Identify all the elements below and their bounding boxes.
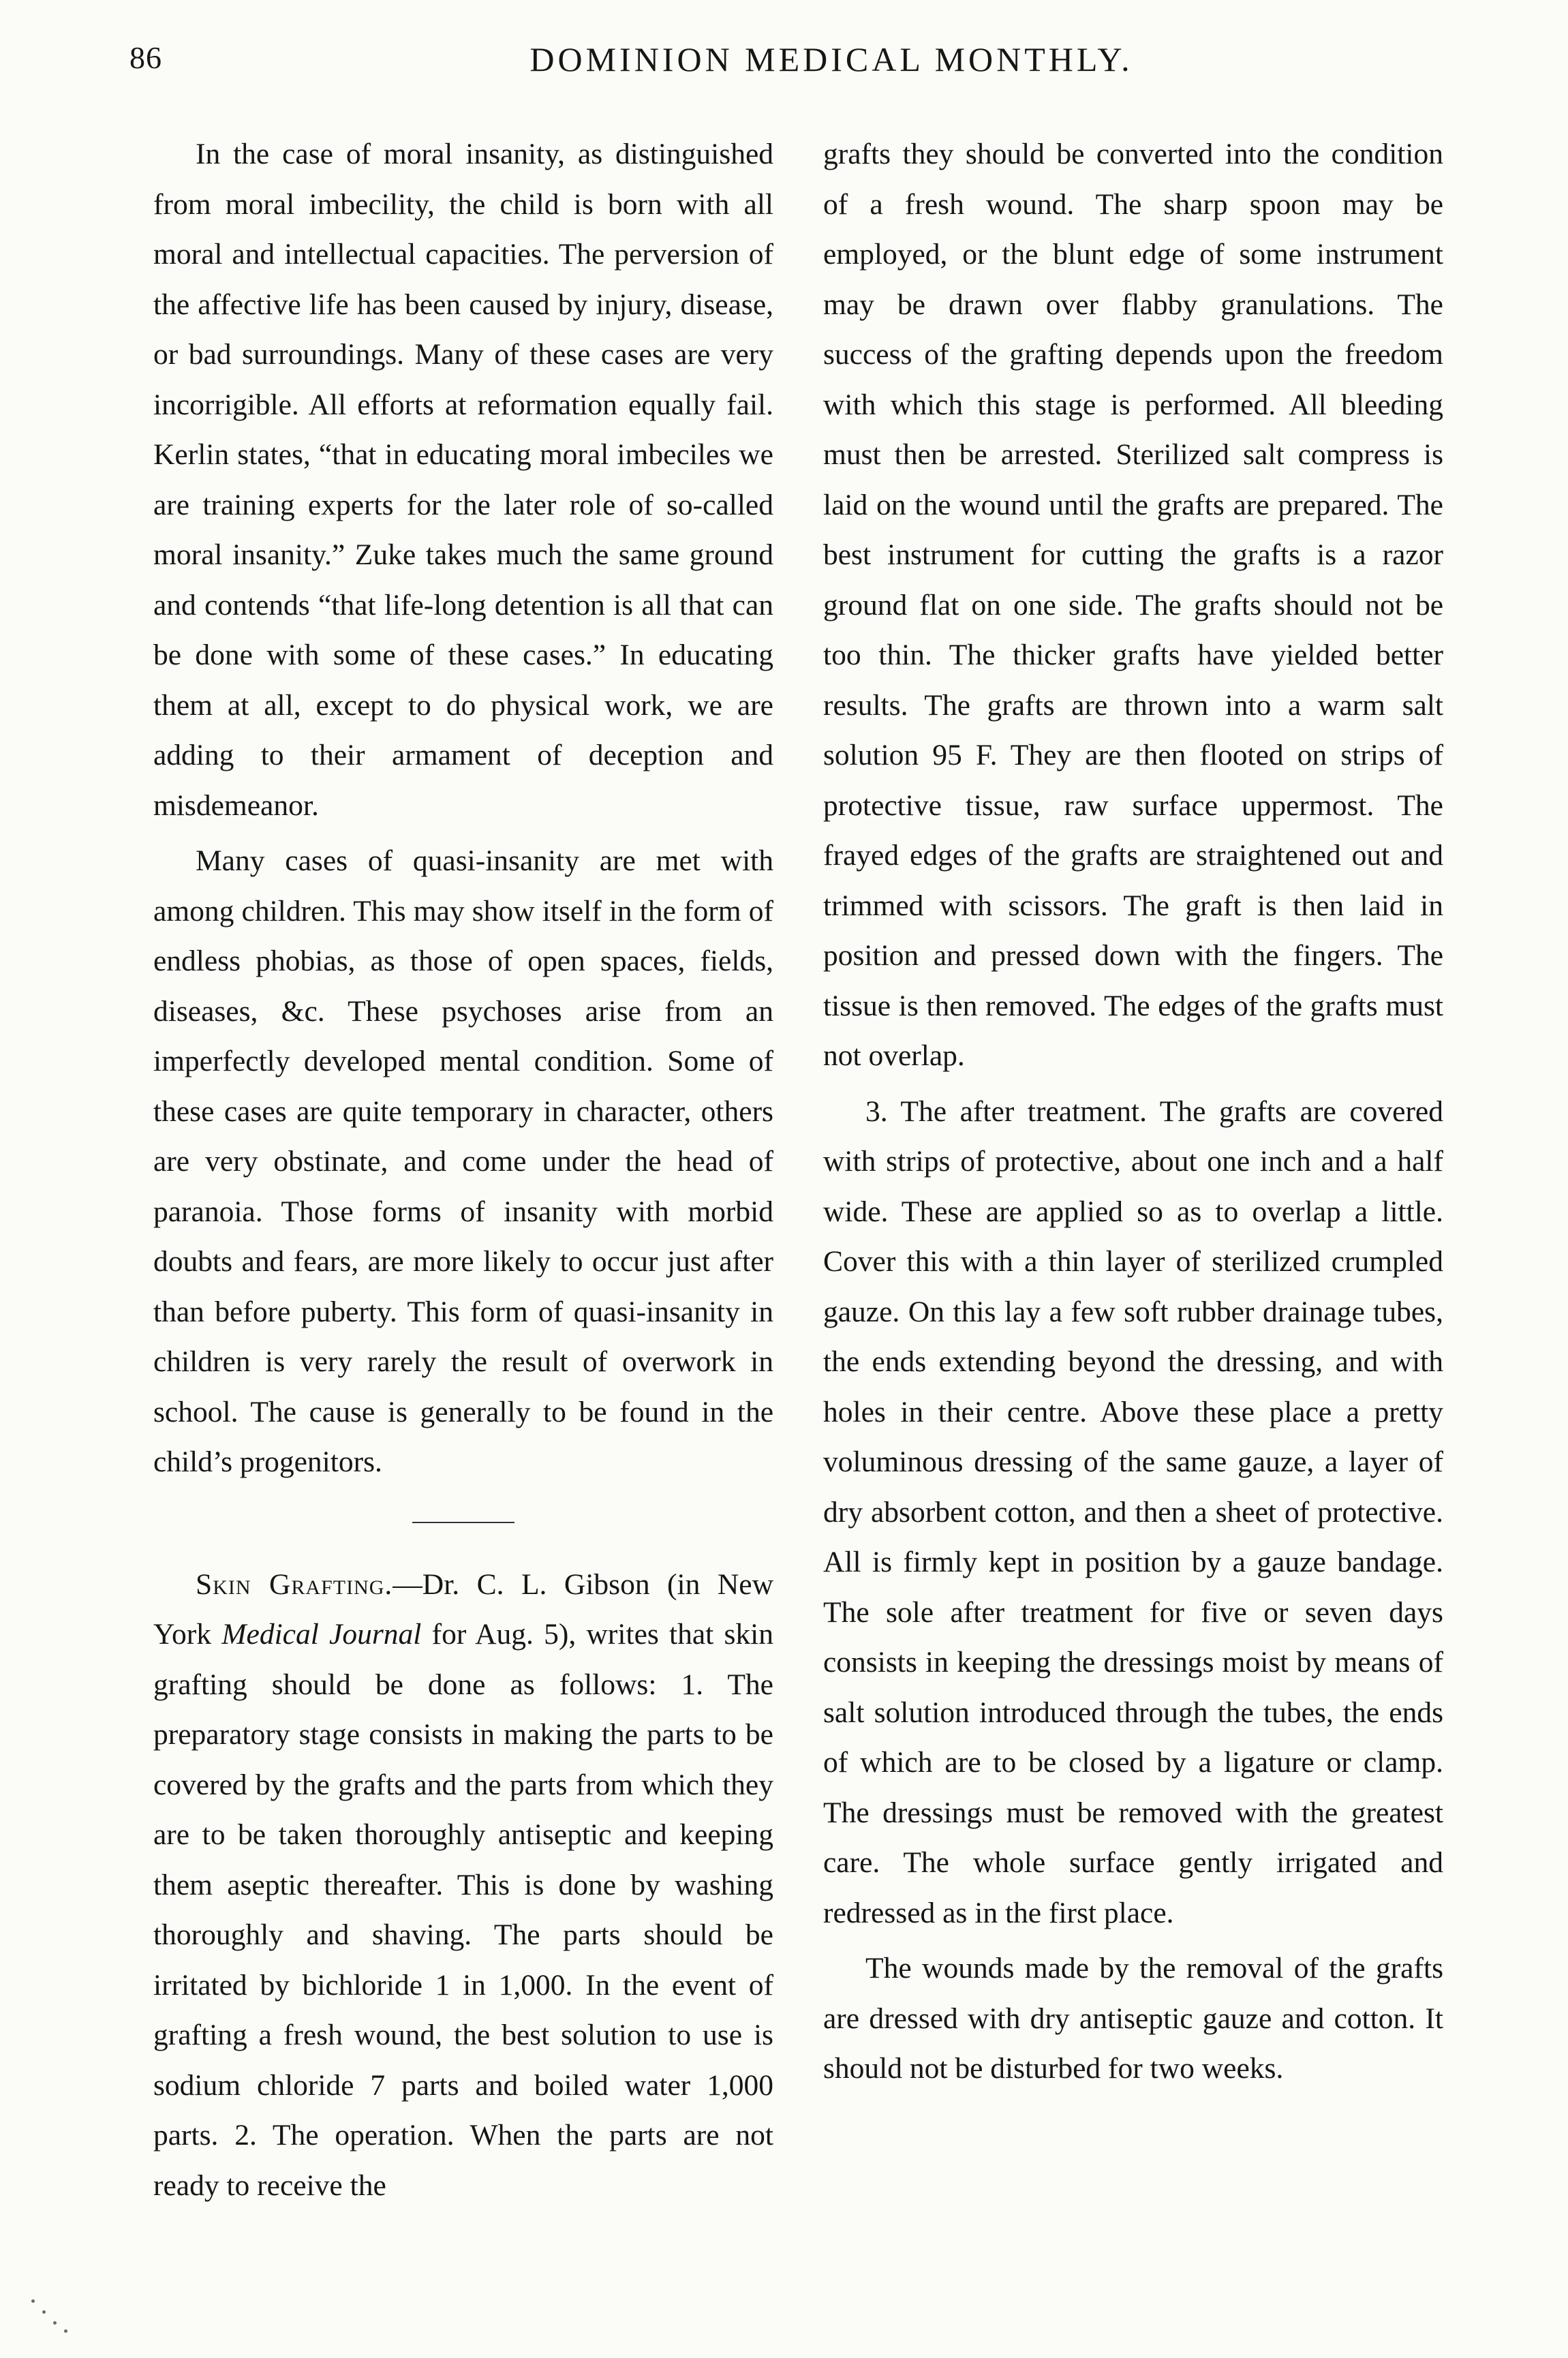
paragraph-grafting-continued: grafts they should be converted into the condition of a fresh wound. The sharp spoon may be employed, or the blunt edge of some instrument may be drawn over flabby granulations. The success of the grafting depends upon the freedom with which this stage is performed. All bleeding must then be arrested. Sterilized salt compress is laid on the wound until the grafts are prepared. The best instrument for cutting the grafts is a razor ground flat on one side. The grafts should not be too thin. The thicker grafts have yielded better results. The grafts are thrown into a warm salt solution 95 F. They are then flooted on strips of protective tissue, raw surface uppermost. The frayed edges of the grafts are straightened out and trimmed with scissors. The graft is then laid in position and pressed down with the fingers. The tissue is then removed. The edges of the grafts must not overlap. [823,138,1443,1072]
journal-citation: Medical Journal [221,1618,422,1651]
paragraph-skin-grafting [153,1560,773,2211]
section-heading-skin-grafting: Skin Grafting. [196,1567,393,1601]
section-divider [412,1522,514,1523]
right-column [823,129,1443,2094]
skin-grafting-lead: —Dr. C. L. Gibson (in New York [153,1567,773,1651]
paragraph-quasi-insanity: Many cases of quasi-insanity are met with among children. This may show itself in the form of endless phobias, as those of open spaces, fields, diseases, &c. These psychoses arise from an imperfectly developed mental condition. Some of these cases are quite temporary in character, others are very obstinate, and come under the head of paranoia. Those forms of insanity with morbid doubts and fears, are more likely to occur just after than before puberty. This form of quasi-insanity in children is very rarely the result of overwork in school. The cause is generally to be found in the child’s progenitors. [153,844,773,1478]
print-speck-mark [27,2297,75,2338]
paragraph-after-treatment: 3. The after treatment. The grafts are covered with strips of protective, about one inch and a half wide. These are applied so as to overlap a little. Cover this with a thin layer of sterilized crumpled gauze. On this lay a few soft rubber drainage tubes, the ends extending beyond the dressing, and with holes in their centre. Above these place a pretty voluminous dressing of the same gauze, a layer of dry absorbent cotton, and then a sheet of protective. All is firmly kept in position by a gauze bandage. The sole after treatment for five or seven days consists in keeping the dressings moist by means of salt solution introduced through the tubes, the ends of which are to be closed by a ligature or clamp. The dressings must be removed with the greatest care. The whole surface gently irrigated and redressed as in the first place. [823,1094,1443,1929]
left-column [153,129,773,2211]
paragraph-moral-insanity: In the case of moral insanity, as distinguished from moral imbecility, the child is born with all moral and intellectual capacities. The perversion of the affective life has been caused by injury, disease, or bad surroundings. Many of these cases are very incorrigible. All efforts at reformation equally fail. Kerlin states, “that in educating moral imbeciles we are training experts for the later role of so-called moral insanity.” Zuke takes much the same ground and contends “that life-long detention is all that can be done with some of these cases.” In educating them at all, except to do physical work, we are adding to their armament of deception and misdemeanor. [153,138,773,822]
skin-grafting-body: for Aug. 5), writes that skin grafting should be done as follows: 1. The preparatory stage consists in making the parts to be covered by the grafts and the parts from which they are to be taken thoroughly antiseptic and keeping them aseptic thereafter. This is done by washing thoroughly and shaving. The parts should be irritated by bichloride 1 in 1,000. In the event of grafting a fresh wound, the best solution to use is sodium chloride 7 parts and boiled water 1,000 parts. 2. The operation. When the parts are not ready to receive the [153,1618,774,2202]
page-number: 86 [129,40,162,75]
journal-title: DOMINION MEDICAL MONTHLY. [529,40,1133,78]
running-head [129,40,1438,94]
paragraph-donor-wounds: The wounds made by the removal of the grafts are dressed with dry antiseptic gauze and cotton. It should not be disturbed for two weeks. [823,1952,1443,2085]
